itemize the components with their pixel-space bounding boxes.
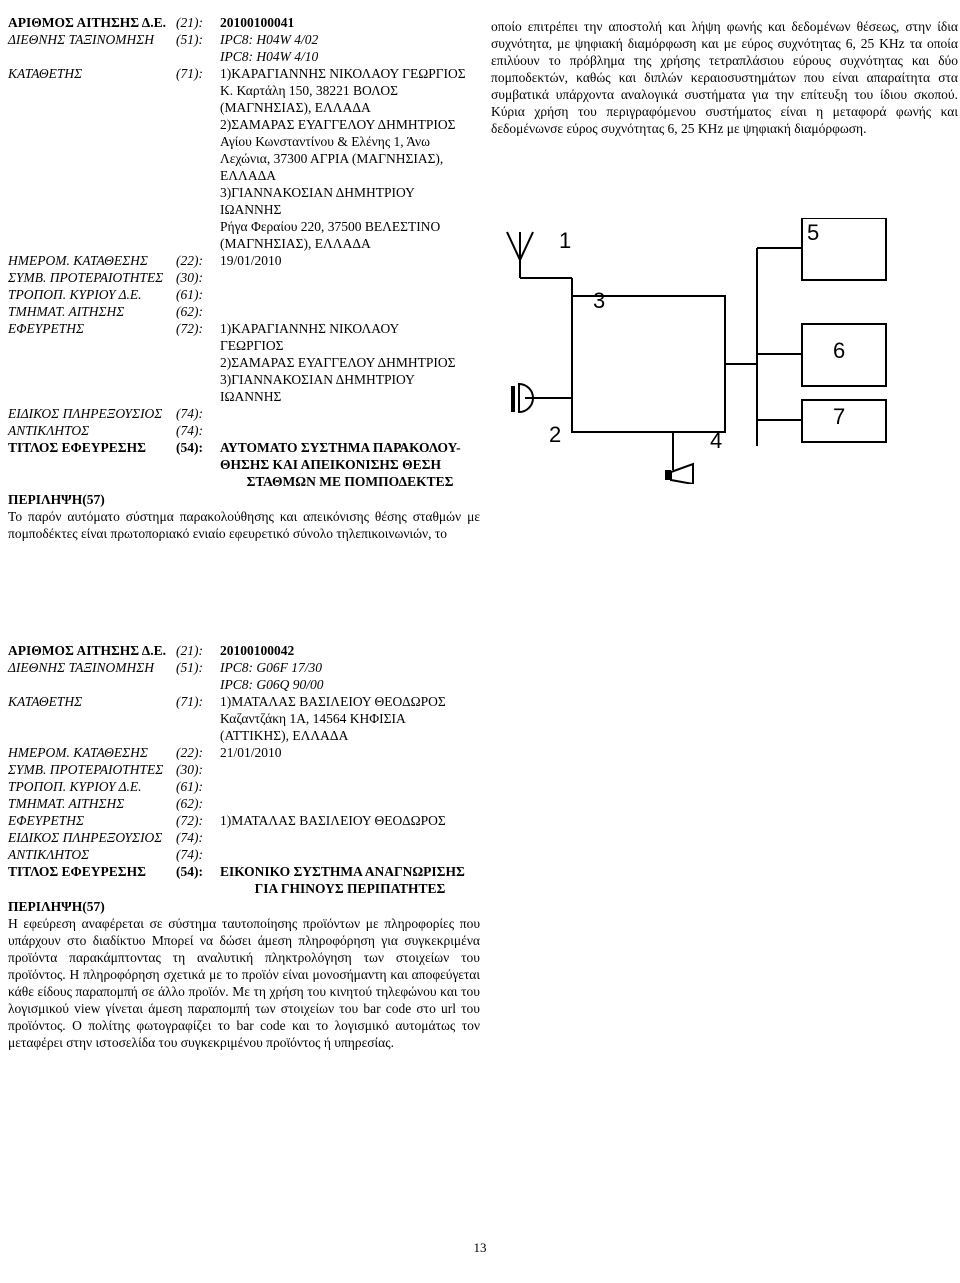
inventor-value: 1)ΜΑΤΑΛΑΣ ΒΑΣΙΛΕΙΟΥ ΘΕΟΔΩΡΟΣ bbox=[220, 813, 446, 828]
divisional-code: (62): bbox=[176, 304, 203, 319]
title-line-3: ΣΤΑΘΜΩΝ ΜΕ ΠΟΜΠΟΔΕΚΤΕΣ bbox=[246, 474, 454, 489]
priority-code: (30): bbox=[176, 762, 203, 777]
application-number-code: (21): bbox=[176, 15, 203, 30]
priority-code: (30): bbox=[176, 270, 203, 285]
applicant-line: Αγίου Κωνσταντίνου & Ελένης 1, Άνω bbox=[220, 134, 431, 149]
filing-date-value: 19/01/2010 bbox=[220, 253, 282, 268]
inventor-label: ΕΦΕΥΡΕΤΗΣ bbox=[8, 321, 85, 336]
filing-date-value: 21/01/2010 bbox=[220, 745, 282, 760]
abstract-text: Το παρόν αυτόματο σύστημα παρακολούθησης και απεικόνισης θέσης σταθμών με πομποδέκτες είναι πρωτοποριακό ενιαίο εφευρετικό σύνολο τηλεπικοινωνιών, το bbox=[8, 509, 480, 541]
inventor-line: 2)ΣΑΜΑΡΑΣ ΕΥΑΓΓΕΛΟΥ ΔΗΜΗΤΡΙΟΣ bbox=[220, 355, 456, 370]
title-line-2: ΓΙΑ ΓΗΙΝΟΥΣ ΠΕΡΙΠΑΤΗΤΕΣ bbox=[254, 881, 446, 896]
figure-label: 1 bbox=[559, 228, 572, 253]
applicant-line: Κ. Καρτάλη 150, 38221 ΒΟΛΟΣ bbox=[220, 83, 398, 98]
applicant-line: Λεχώνια, 37300 ΑΓΡΙΑ (ΜΑΓΝΗΣΙΑΣ), bbox=[220, 151, 444, 166]
block-3 bbox=[572, 296, 725, 432]
modification-code: (61): bbox=[176, 779, 203, 794]
divisional-code: (62): bbox=[176, 796, 203, 811]
applicant-line: 1)ΚΑΡΑΓΙΑΝΝΗΣ ΝΙΚΟΛΑΟΥ ΓΕΩΡΓΙΟΣ bbox=[220, 66, 466, 81]
figure-label: 7 bbox=[833, 404, 846, 429]
inventor-code: (72): bbox=[176, 813, 203, 828]
applicant-code: (71): bbox=[176, 66, 203, 81]
divisional-label: ΤΜΗΜΑΤ. ΑΙΤΗΣΗΣ bbox=[8, 304, 125, 319]
speaker-icon bbox=[665, 464, 693, 484]
applicant-line: 3)ΓΙΑΝΝΑΚΟΣΙΑΝ ΔΗΜΗΤΡΙΟΥ bbox=[220, 185, 415, 200]
representative-code: (74): bbox=[176, 847, 203, 862]
figure-label: 3 bbox=[593, 288, 606, 313]
divisional-label: ΤΜΗΜΑΤ. ΑΙΤΗΣΗΣ bbox=[8, 796, 125, 811]
applicant-code: (71): bbox=[176, 694, 203, 709]
applicant-line: (ΑΤΤΙΚΗΣ), ΕΛΛΑΔΑ bbox=[220, 728, 349, 743]
modification-label: ΤΡΟΠΟΠ. ΚΥΡΙΟΥ Δ.Ε. bbox=[8, 779, 142, 794]
classification-value-2: IPC8: G06Q 90/00 bbox=[220, 677, 324, 692]
filing-date-code: (22): bbox=[176, 745, 203, 760]
title-code: (54): bbox=[176, 440, 203, 455]
inventor-label: ΕΦΕΥΡΕΤΗΣ bbox=[8, 813, 85, 828]
applicant-line: (ΜΑΓΝΗΣΙΑΣ), ΕΛΛΑΔΑ bbox=[220, 100, 371, 115]
title-line-1: ΕΙΚΟΝΙΚΟ ΣΥΣΤΗΜΑ ΑΝΑΓΝΩΡΙΣΗΣ bbox=[220, 864, 465, 879]
abstract-heading: ΠΕΡΙΛΗΨΗ(57) bbox=[8, 899, 105, 914]
patent-entry-2 bbox=[8, 642, 480, 1051]
representative-label: ΑΝΤΙΚΛΗΤΟΣ bbox=[8, 423, 90, 438]
abstract-text: Η εφεύρεση αναφέρεται σε σύστημα ταυτοποίησης προϊόντων με πληροφορίες που υπάρχουν στο διαδίκτυο Μπορεί να δώσει άμεση πληροφόρηση για συγκεκριμένα προϊόντα παρακάμπτοντας τη αναλυτική πληκτρολόγηση των στοιχείων του προϊόντος. Η πληροφόρηση σχετικά με το προϊόν είναι μονοσήμαντη και αποφεύγεται κάθε είδους παραπομπή σε άλλο προϊόν. Με τη χρήση του κινητού τηλεφώνου και του λογισμικού view γίνεται άμεση παραπομπή των στοιχείων του bar code στο url του προϊόντος. Ο πολίτης φωτογραφίζει το bar code και το λογισμικό αυτομάτως τον μεταφέρει στην ιστοσελίδα του συγκεκριμένου προϊόντος ή υπηρεσίας. bbox=[8, 916, 480, 1050]
application-number-label: ΑΡΙΘΜΟΣ ΑΙΤΗΣΗΣ Δ.Ε. bbox=[8, 643, 166, 658]
classification-code: (51): bbox=[176, 32, 203, 47]
inventor-line: ΓΕΩΡΓΙΟΣ bbox=[220, 338, 284, 353]
applicant-line: (ΜΑΓΝΗΣΙΑΣ), ΕΛΛΑΔΑ bbox=[220, 236, 371, 251]
representative-code: (74): bbox=[176, 423, 203, 438]
filing-date-label: ΗΜΕΡΟΜ. ΚΑΤΑΘΕΣΗΣ bbox=[8, 745, 148, 760]
representative-label: ΑΝΤΙΚΛΗΤΟΣ bbox=[8, 847, 90, 862]
classification-value-1: IPC8: G06F 17/30 bbox=[220, 660, 322, 675]
applicant-line: ΙΩΑΝΝΗΣ bbox=[220, 202, 282, 217]
patent-entry-1 bbox=[8, 14, 480, 542]
title-label: ΤΙΤΛΟΣ ΕΦΕΥΡΕΣΗΣ bbox=[8, 864, 146, 879]
application-number-value: 20100100042 bbox=[220, 643, 295, 658]
title-line-1: ΑΥΤΟΜΑΤΟ ΣΥΣΤΗΜΑ ΠΑΡΑΚΟΛΟΥ- bbox=[220, 440, 461, 455]
applicant-line: 2)ΣΑΜΑΡΑΣ ΕΥΑΓΓΕΛΟΥ ΔΗΜΗΤΡΙΟΣ bbox=[220, 117, 456, 132]
figure-label: 6 bbox=[833, 338, 846, 363]
block-diagram-figure bbox=[497, 218, 959, 484]
applicant-line: Ρήγα Φεραίου 220, 37500 ΒΕΛΕΣΤΙΝΟ bbox=[220, 219, 441, 234]
figure-label: 2 bbox=[549, 422, 562, 447]
classification-label: ΔΙΕΘΝΗΣ ΤΑΞΙΝΟΜΗΣΗ bbox=[8, 660, 154, 675]
application-number-label: ΑΡΙΘΜΟΣ ΑΙΤΗΣΗΣ Δ.Ε. bbox=[8, 15, 166, 30]
abstract-text-continued: οποίο επιτρέπει την αποστολή και λήψη φωνής και δεδομένων θέσεως, στην ίδια συχνότητα, με ψηφιακή διαμόρφωση και με εύρος συχνότητας 6, 25 KHz τα οποία επιλύουν το πρόβλημα της χρήσης τετραπλάσιου εύρους συχνότητας και δύο πομποδεκτών, καθώς και διπλών κεραιοσυστημάτων που είναι απαραίτητα στα συμβατικά υπάρχοντα αναλογικά συστήματα για την επίτευξη του ίδιου σκοπού. Κύρια χρήση του περιγραφόμενου συστήματος είναι η μεταφορά φωνής και δεδομένωνσε εύρος συχνότητας 6, 25 KHz με ψηφιακή διαμόρφωση. bbox=[491, 19, 958, 136]
modification-label: ΤΡΟΠΟΠ. ΚΥΡΙΟΥ Δ.Ε. bbox=[8, 287, 142, 302]
inventor-code: (72): bbox=[176, 321, 203, 336]
microphone-icon bbox=[511, 384, 534, 412]
classification-code: (51): bbox=[176, 660, 203, 675]
applicant-label: ΚΑΤΑΘΕΤΗΣ bbox=[8, 694, 83, 709]
filing-date-label: ΗΜΕΡΟΜ. ΚΑΤΑΘΕΣΗΣ bbox=[8, 253, 148, 268]
priority-label: ΣΥΜΒ. ΠΡΟΤΕΡΑΙΟΤΗΤΕΣ bbox=[8, 270, 164, 285]
inventor-line: 1)ΚΑΡΑΓΙΑΝΝΗΣ ΝΙΚΟΛΑΟΥ bbox=[220, 321, 400, 336]
applicant-line: Καζαντζάκη 1Α, 14564 ΚΗΦΙΣΙΑ bbox=[220, 711, 406, 726]
figure-label: 5 bbox=[807, 220, 820, 245]
abstract-heading: ΠΕΡΙΛΗΨΗ(57) bbox=[8, 492, 105, 507]
inventor-line: ΙΩΑΝΝΗΣ bbox=[220, 389, 282, 404]
applicant-label: ΚΑΤΑΘΕΤΗΣ bbox=[8, 66, 83, 81]
inventor-line: 3)ΓΙΑΝΝΑΚΟΣΙΑΝ ΔΗΜΗΤΡΙΟΥ bbox=[220, 372, 415, 387]
priority-label: ΣΥΜΒ. ΠΡΟΤΕΡΑΙΟΤΗΤΕΣ bbox=[8, 762, 164, 777]
applicant-line: 1)ΜΑΤΑΛΑΣ ΒΑΣΙΛΕΙΟΥ ΘΕΟΔΩΡΟΣ bbox=[220, 694, 446, 709]
filing-date-code: (22): bbox=[176, 253, 203, 268]
title-code: (54): bbox=[176, 864, 203, 879]
classification-label: ΔΙΕΘΝΗΣ ΤΑΞΙΝΟΜΗΣΗ bbox=[8, 32, 154, 47]
modification-code: (61): bbox=[176, 287, 203, 302]
classification-value-2: IPC8: H04W 4/10 bbox=[220, 49, 319, 64]
agent-label: ΕΙΔΙΚΟΣ ΠΛΗΡΕΞΟΥΣΙΟΣ bbox=[8, 406, 163, 421]
title-line-2: ΘΗΣΗΣ ΚΑΙ ΑΠΕΙΚΟΝΙΣΗΣ ΘΕΣΗ bbox=[220, 457, 441, 472]
page-number: 13 bbox=[473, 1240, 487, 1255]
application-number-value: 20100100041 bbox=[220, 15, 295, 30]
application-number-code: (21): bbox=[176, 643, 203, 658]
agent-code: (74): bbox=[176, 830, 203, 845]
applicant-line: ΕΛΛΑΔΑ bbox=[220, 168, 277, 183]
abstract-continuation bbox=[491, 18, 958, 137]
agent-code: (74): bbox=[176, 406, 203, 421]
title-label: ΤΙΤΛΟΣ ΕΦΕΥΡΕΣΗΣ bbox=[8, 440, 146, 455]
figure-label: 4 bbox=[710, 428, 723, 453]
classification-value-1: IPC8: H04W 4/02 bbox=[220, 32, 319, 47]
agent-label: ΕΙΔΙΚΟΣ ΠΛΗΡΕΞΟΥΣΙΟΣ bbox=[8, 830, 163, 845]
